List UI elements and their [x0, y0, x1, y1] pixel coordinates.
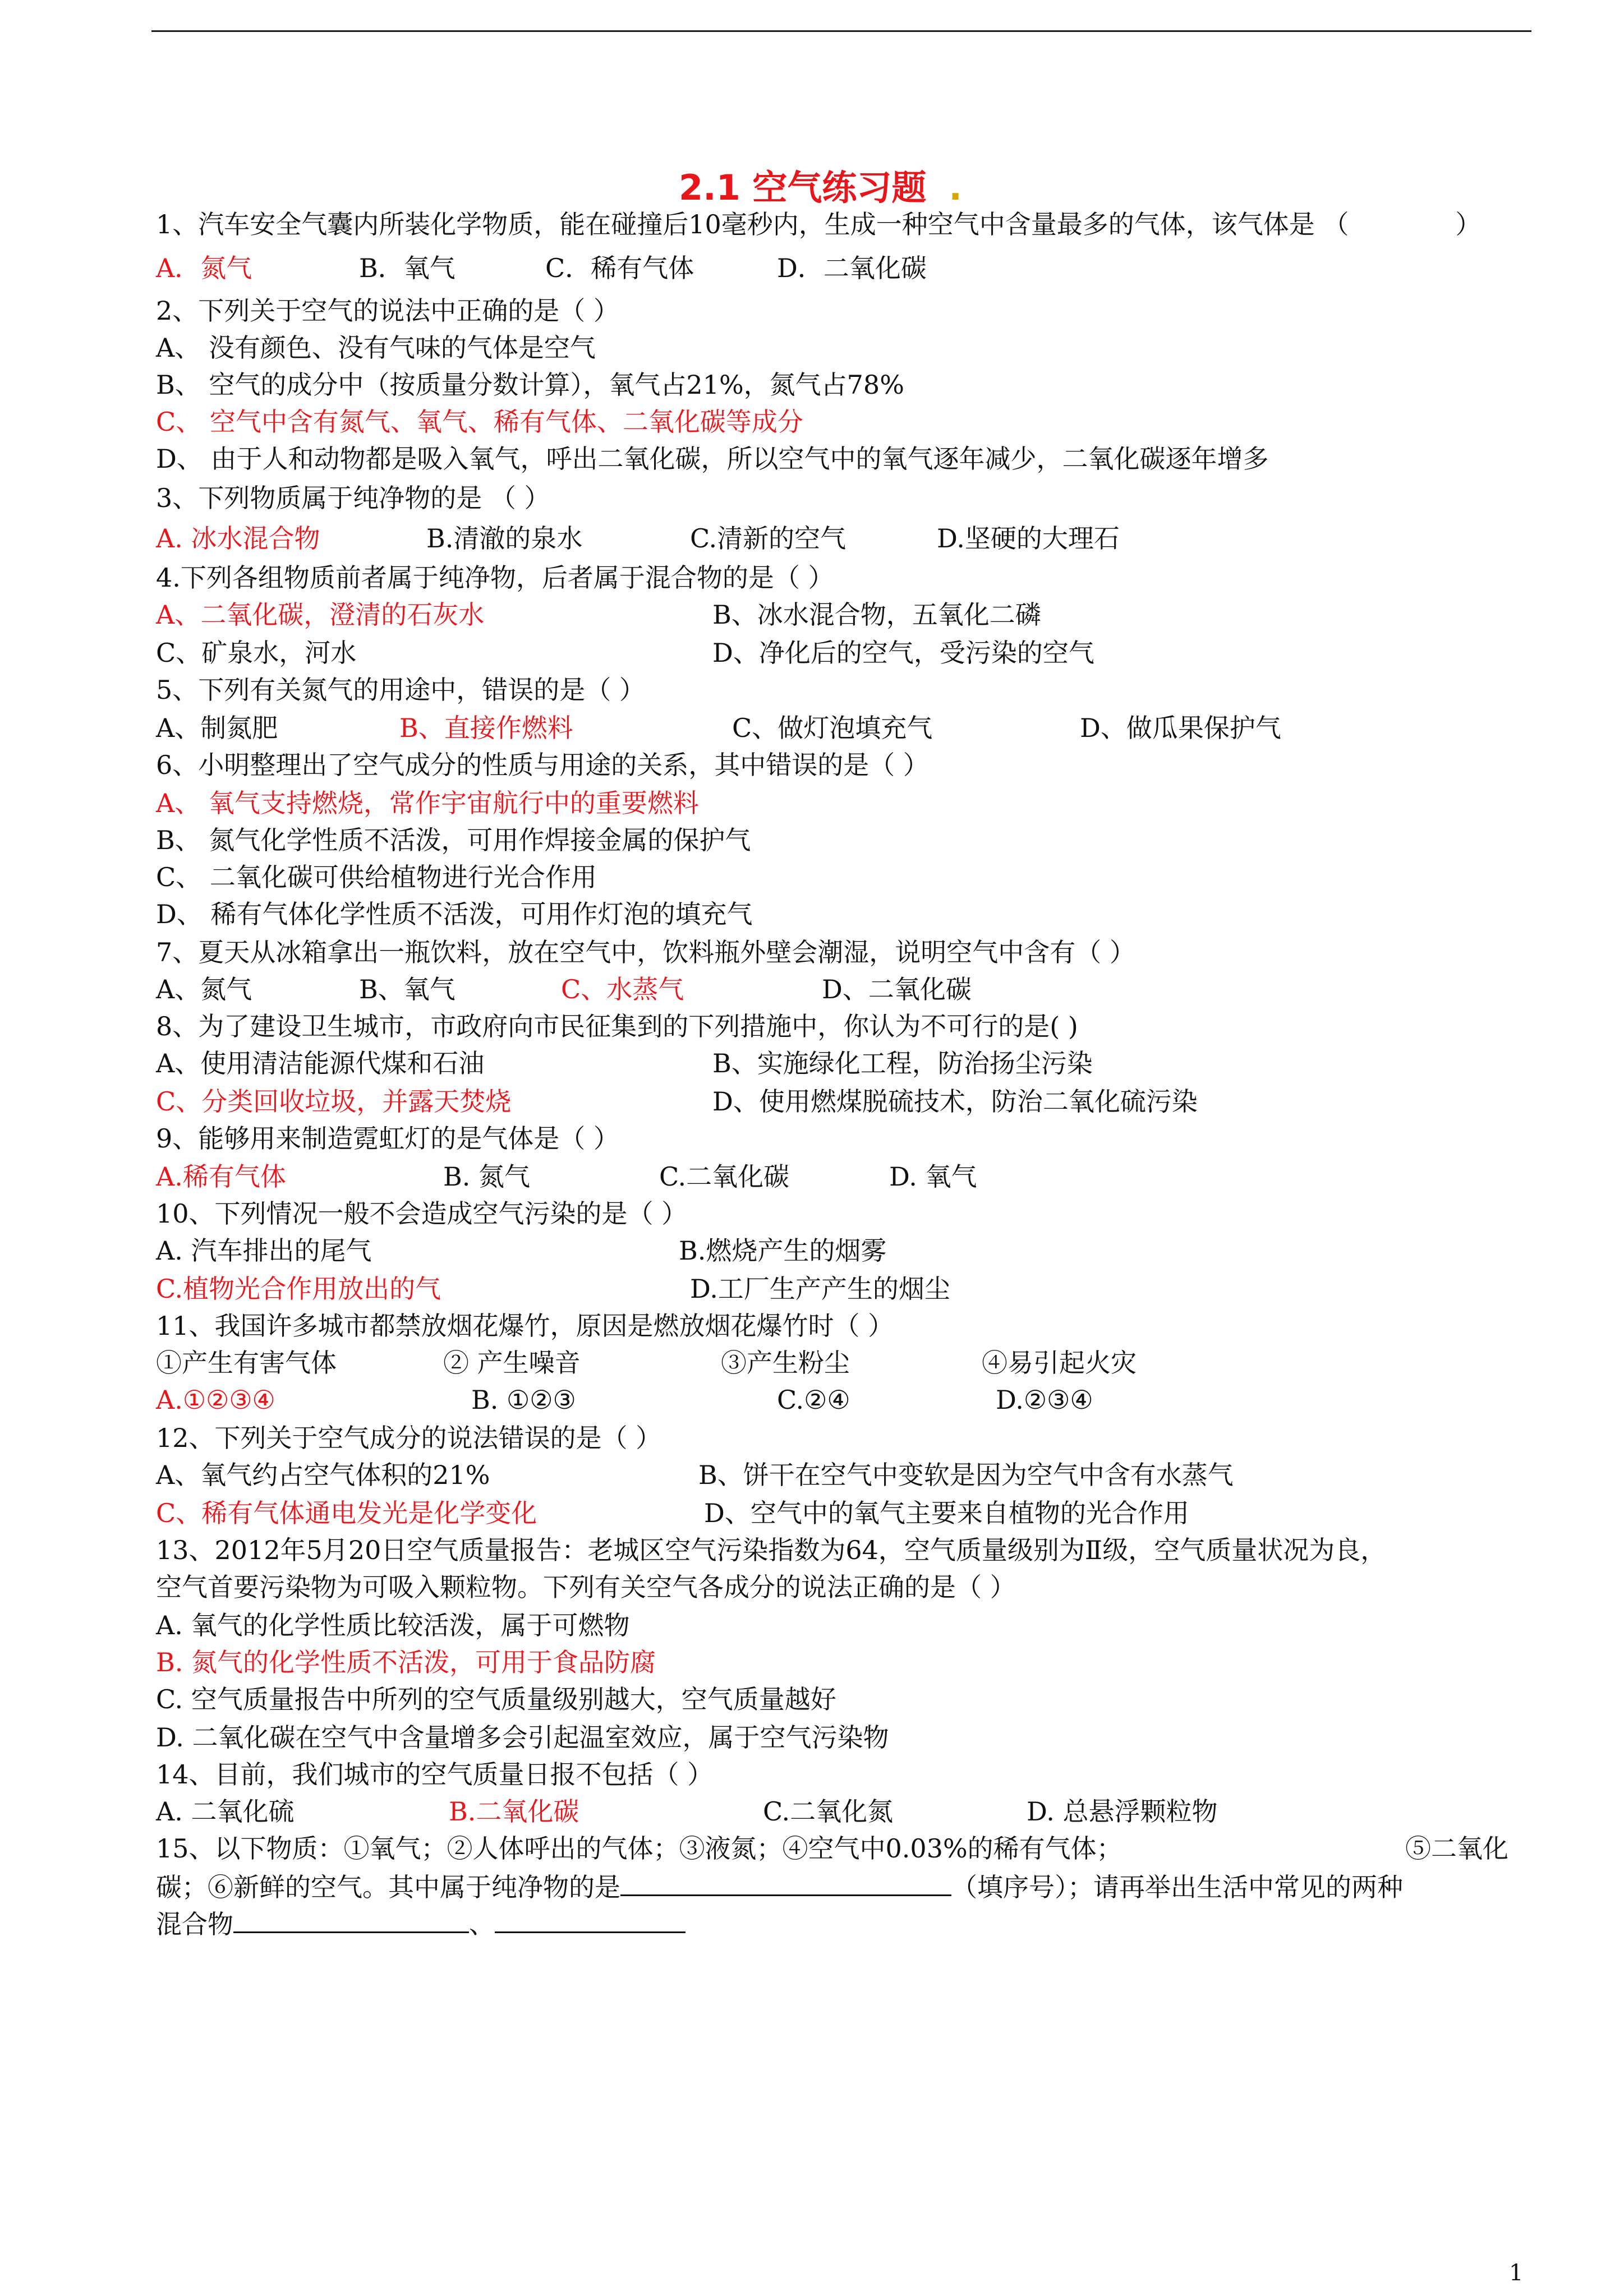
- q12-stem: 12、下列关于空气成分的说法错误的是（ ）: [156, 1423, 662, 1453]
- q3-option-c: C.清新的空气: [690, 523, 846, 554]
- q9-option-b: B. 氮气: [443, 1161, 531, 1192]
- q3-option-d: D.坚硬的大理石: [937, 523, 1120, 554]
- q7-option-d: D、二氧化碳: [822, 974, 972, 1004]
- q11-item-4: ④易引起火灾: [982, 1348, 1137, 1378]
- q8-option-c: C、分类回收垃圾，并露天焚烧: [156, 1086, 512, 1117]
- q13-stem-line1: 13、2012年5月20日空气质量报告：老城区空气污染指数为64，空气质量级别为Ⅱ级，空气质量状况为良，: [156, 1535, 1387, 1565]
- page-number: 1: [1509, 2260, 1524, 2286]
- q1-stem: 1、汽车安全气囊内所装化学物质，能在碰撞后10毫秒内，生成一种空气中含量最多的气体，该气体是 （ ）: [156, 209, 1482, 239]
- q10-option-a: A. 汽车排出的尾气: [156, 1235, 372, 1266]
- q14-stem: 14、目前，我们城市的空气质量日报不包括（ ）: [156, 1759, 714, 1790]
- q14-option-a: A. 二氧化硫: [156, 1796, 295, 1827]
- q11-item-3: ③产生粉尘: [721, 1348, 850, 1378]
- q11-option-c: C.②④: [777, 1385, 850, 1415]
- q11-item-2: ② 产生噪音: [443, 1348, 581, 1378]
- q15-line1: 15、以下物质：①氧气；②人体呼出的气体；③液氮；④空气中0.03%的稀有气体；: [156, 1833, 1122, 1864]
- q10-option-b: B.燃烧产生的烟雾: [679, 1235, 887, 1266]
- q15-line2: 碳；⑥新鲜的空气。其中属于纯净物的是 （填序号）；请再举出生活中常见的两种: [156, 1870, 1403, 1904]
- q4-stem: 4.下列各组物质前者属于纯净物，后者属于混合物的是（ ）: [156, 563, 834, 593]
- q12-option-b: B、饼干在空气中变软是因为空气中含有水蒸气: [698, 1460, 1234, 1490]
- q11-item-1: ①产生有害气体: [156, 1348, 337, 1378]
- q13-stem-line2: 空气首要污染物为可吸入颗粒物。下列有关空气各成分的说法正确的是（ ）: [156, 1572, 1016, 1602]
- q3-stem: 3、下列物质属于纯净物的是 （ ）: [156, 483, 550, 513]
- q7-option-b: B、氧气: [359, 974, 456, 1004]
- q11-option-b: B. ①②③: [471, 1385, 576, 1415]
- q11-option-d: D.②③④: [996, 1385, 1093, 1415]
- q1-option-b: B．氧气: [359, 253, 456, 283]
- q6-option-b: B、 氮气化学性质不活泼，可用作焊接金属的保护气: [156, 825, 751, 855]
- q8-option-a: A、使用清洁能源代煤和石油: [156, 1048, 485, 1078]
- q4-option-c: C、矿泉水，河水: [156, 638, 357, 668]
- page-title: 2.1 空气练习题 .: [679, 167, 962, 208]
- q14-option-d: D. 总悬浮颗粒物: [1027, 1796, 1218, 1827]
- q9-option-d: D. 氧气: [889, 1161, 977, 1192]
- header-rule: [151, 30, 1531, 32]
- q2-option-c: C、 空气中含有氮气、氧气、稀有气体、二氧化碳等成分: [156, 407, 803, 437]
- q10-option-c: C.植物光合作用放出的气: [156, 1274, 441, 1304]
- q6-stem: 6、小明整理出了空气成分的性质与用途的关系，其中错误的是（ ）: [156, 750, 929, 780]
- q13-option-c: C. 空气质量报告中所列的空气质量级别越大，空气质量越好: [156, 1684, 836, 1714]
- q15-blank-pure[interactable]: [620, 1870, 951, 1896]
- q9-option-c: C.二氧化碳: [659, 1161, 790, 1192]
- q12-option-a: A、氧气约占空气体积的21%: [156, 1460, 490, 1490]
- q15-line3: 混合物 、: [156, 1907, 686, 1941]
- q14-option-b: B.二氧化碳: [449, 1796, 579, 1827]
- q3-option-b: B.清澈的泉水: [426, 523, 583, 554]
- q1-option-a: A．氮气: [156, 253, 252, 283]
- q12-option-c: C、稀有气体通电发光是化学变化: [156, 1498, 537, 1528]
- q6-option-c: C、 二氧化碳可供给植物进行光合作用: [156, 862, 597, 892]
- q3-option-a: A. 冰水混合物: [156, 523, 320, 554]
- q7-option-c: C、水蒸气: [561, 974, 684, 1004]
- q13-option-a: A. 氧气的化学性质比较活泼，属于可燃物: [156, 1610, 630, 1640]
- q4-option-b: B、冰水混合物，五氧化二磷: [712, 600, 1041, 630]
- q10-option-d: D.工厂生产产生的烟尘: [690, 1274, 950, 1304]
- q9-stem: 9、能够用来制造霓虹灯的是气体是（ ）: [156, 1123, 619, 1154]
- q2-option-a: A、 没有颜色、没有气味的气体是空气: [156, 333, 596, 363]
- q8-option-d: D、使用燃煤脱硫技术，防治二氧化硫污染: [712, 1086, 1198, 1117]
- q15-blank-mixture-1[interactable]: [233, 1907, 469, 1933]
- q5-stem: 5、下列有关氮气的用途中，错误的是（ ）: [156, 675, 645, 705]
- q11-stem: 11、我国许多城市都禁放烟花爆竹，原因是燃放烟花爆竹时（ ）: [156, 1311, 894, 1341]
- q11-option-a: A.①②③④: [156, 1385, 275, 1415]
- q5-option-d: D、做瓜果保护气: [1080, 713, 1281, 743]
- q2-stem: 2、下列关于空气的说法中正确的是（ ）: [156, 296, 619, 326]
- q13-option-b: B. 氮气的化学性质不活泼，可用于食品防腐: [156, 1647, 656, 1677]
- q5-option-a: A、制氮肥: [156, 713, 278, 743]
- q5-option-b: B、直接作燃料: [399, 713, 573, 743]
- q1-option-c: C．稀有气体: [545, 253, 694, 283]
- q1-option-d: D．二氧化碳: [777, 253, 927, 283]
- q15-blank-mixture-2[interactable]: [495, 1907, 686, 1933]
- q15-line1-end: ⑤二氧化: [1405, 1833, 1508, 1864]
- q4-option-a: A、二氧化碳，澄清的石灰水: [156, 600, 485, 630]
- q7-option-a: A、氮气: [156, 974, 252, 1004]
- q8-option-b: B、实施绿化工程，防治扬尘污染: [712, 1048, 1093, 1078]
- q4-option-d: D、净化后的空气，受污染的空气: [712, 638, 1094, 668]
- q2-option-b: B、 空气的成分中（按质量分数计算），氧气占21%，氮气占78%: [156, 370, 904, 400]
- q10-stem: 10、下列情况一般不会造成空气污染的是（ ）: [156, 1198, 688, 1229]
- q2-option-d: D、 由于人和动物都是吸入氧气，呼出二氧化碳，所以空气中的氧气逐年减少，二氧化碳逐年增多: [156, 444, 1269, 474]
- q7-stem: 7、夏天从冰箱拿出一瓶饮料，放在空气中，饮料瓶外壁会潮湿，说明空气中含有（ ）: [156, 937, 1135, 967]
- q13-option-d: D. 二氧化碳在空气中含量增多会引起温室效应，属于空气污染物: [156, 1722, 889, 1753]
- q6-option-d: D、 稀有气体化学性质不活泼，可用作灯泡的填充气: [156, 899, 753, 929]
- q5-option-c: C、做灯泡填充气: [732, 713, 933, 743]
- q12-option-d: D、空气中的氧气主要来自植物的光合作用: [704, 1498, 1189, 1528]
- q14-option-c: C.二氧化氮: [763, 1796, 894, 1827]
- q8-stem: 8、为了建设卫生城市，市政府向市民征集到的下列措施中，你认为不可行的是( ): [156, 1011, 1078, 1041]
- q9-option-a: A.稀有气体: [156, 1161, 286, 1192]
- q6-option-a: A、 氧气支持燃烧，常作宇宙航行中的重要燃料: [156, 788, 699, 818]
